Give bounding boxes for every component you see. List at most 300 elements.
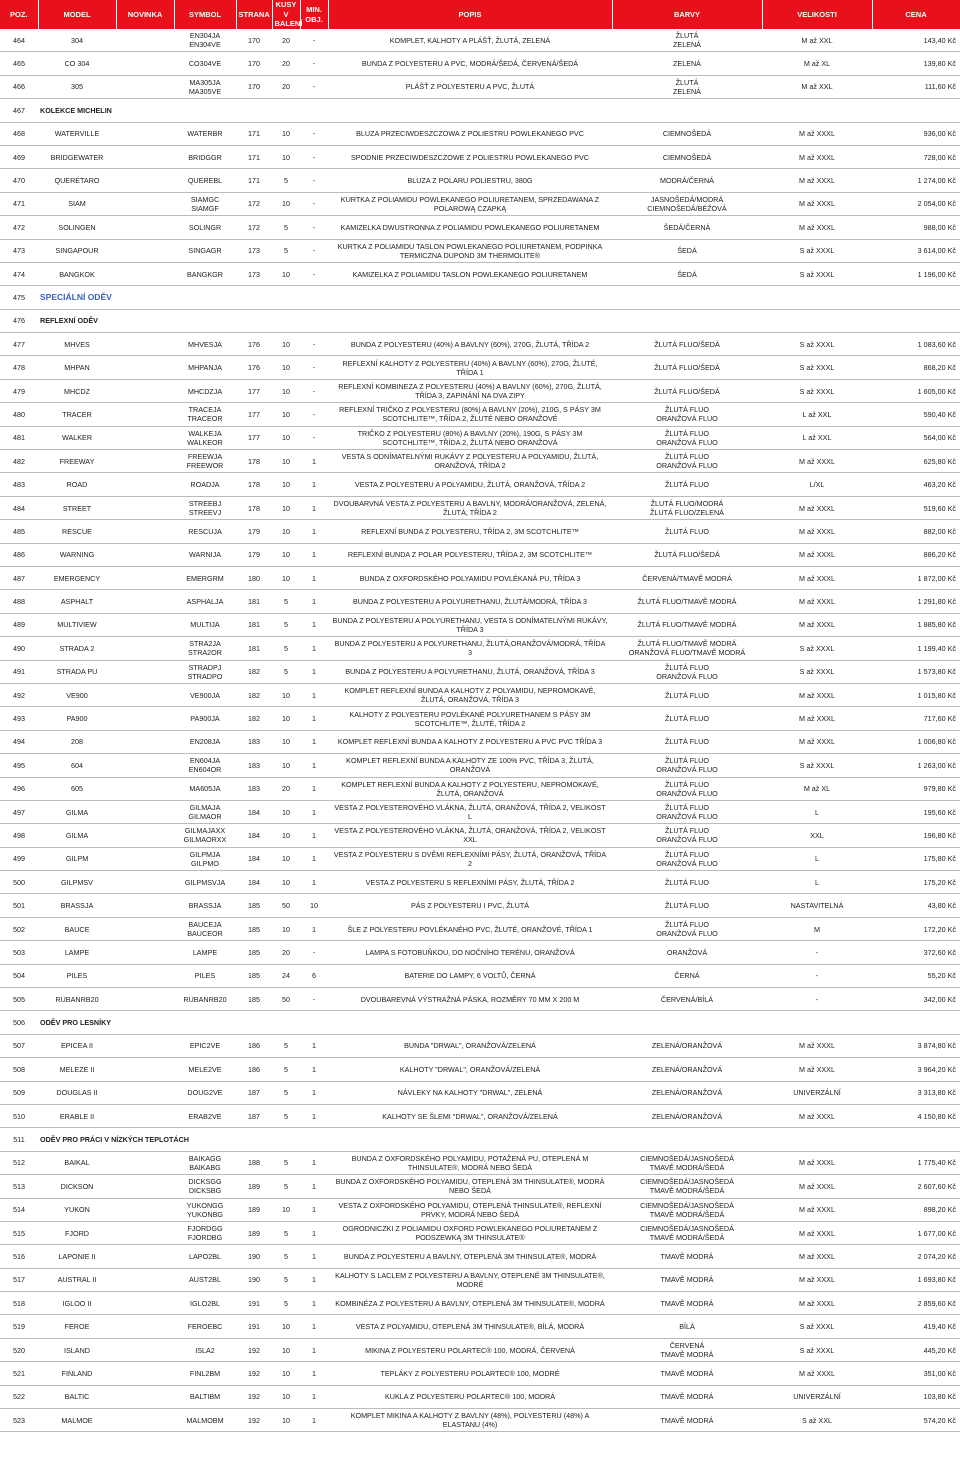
cell-velikosti: M až XXXL — [762, 145, 872, 168]
section-title: ODĚV PRO LESNÍKY — [38, 1011, 960, 1034]
cell-strana: 178 — [236, 496, 272, 519]
cell-min-obj: - — [300, 192, 328, 215]
cell-poz: 487 — [0, 566, 38, 589]
cell-symbol: BALTIBM — [174, 1385, 236, 1408]
cell-poz: 500 — [0, 871, 38, 894]
cell-strana: 189 — [236, 1221, 272, 1244]
cell-model: VE900 — [38, 683, 116, 706]
cell-cena: 1 573,80 Kč — [872, 660, 960, 683]
cell-symbol: ERAB2VE — [174, 1104, 236, 1127]
cell-symbol: RESCUJA — [174, 520, 236, 543]
cell-barvy: ŽLUTÁ FLUO — [612, 520, 762, 543]
cell-novinka — [116, 1315, 174, 1338]
cell-poz: 502 — [0, 917, 38, 940]
cell-velikosti: M až XXXL — [762, 683, 872, 706]
cell-model: BRASSJA — [38, 894, 116, 917]
cell-popis: LAMPA S FOTOBUŇKOU, DO NOČNÍHO TERÉNU, ORANŽOVÁ — [328, 941, 612, 964]
cell-min-obj: 1 — [300, 637, 328, 660]
table-row — [0, 403, 960, 426]
cell-min-obj: 1 — [300, 520, 328, 543]
cell-novinka — [116, 917, 174, 940]
table-row — [0, 800, 960, 823]
table-row — [0, 122, 960, 145]
cell-cena: 1 885,80 Kč — [872, 613, 960, 636]
cell-cena: 882,00 Kč — [872, 520, 960, 543]
cell-barvy: ŽLUTÁ FLUO — [612, 730, 762, 753]
cell-model: SOLINGEN — [38, 216, 116, 239]
cell-barvy: ŽLUTÁ FLUO — [612, 894, 762, 917]
cell-velikosti: M až XXXL — [762, 520, 872, 543]
cell-min-obj: - — [300, 122, 328, 145]
cell-popis: VESTA Z POLYAMIDU, OTEPLENÁ 3M THINSULATE®, BÍLÁ, MODRÁ — [328, 1315, 612, 1338]
table-row — [0, 1151, 960, 1174]
cell-popis: BUNDA Z OXFORDSKÉHO POLYAMIDU, POTAŽENÁ PU, OTEPLENÁ M THINSULATE®, MODRÁ NEBO ŠEDÁ — [328, 1151, 612, 1174]
cell-barvy: ČERVENÁ TMAVĚ MODRÁ — [612, 1338, 762, 1361]
cell-min-obj: - — [300, 52, 328, 75]
cell-poz: 504 — [0, 964, 38, 987]
cell-symbol: EN304JA EN304VE — [174, 29, 236, 52]
cell-popis: BUNDA Z POLYESTERU A POLYURETHANU, ŽLUTÁ,ORANŽOVÁ/MODRÁ, TŘÍDA 3 — [328, 637, 612, 660]
cell-symbol: IGLO2BL — [174, 1292, 236, 1315]
table-row — [0, 707, 960, 730]
cell-kusy: 5 — [272, 1245, 300, 1268]
cell-strana: 177 — [236, 403, 272, 426]
cell-strana: 191 — [236, 1315, 272, 1338]
cell-velikosti: - — [762, 941, 872, 964]
cell-model: RUBANRB20 — [38, 988, 116, 1011]
cell-kusy: 50 — [272, 894, 300, 917]
cell-min-obj: 1 — [300, 1268, 328, 1291]
cell-kusy: 10 — [272, 1362, 300, 1385]
cell-min-obj: 1 — [300, 1175, 328, 1198]
table-row — [0, 988, 960, 1011]
cell-strana: 190 — [236, 1268, 272, 1291]
cell-popis: KAMIZELKA DWUSTRONNA Z POLIAMIDU POWLEKANEGO POLIURETANEM — [328, 216, 612, 239]
cell-cena: 625,80 Kč — [872, 450, 960, 473]
cell-cena: 979,80 Kč — [872, 777, 960, 800]
cell-barvy: CIEMNOŠEDÁ — [612, 145, 762, 168]
cell-poz: 488 — [0, 590, 38, 613]
cell-poz: 514 — [0, 1198, 38, 1221]
cell-strana: 182 — [236, 707, 272, 730]
cell-barvy: ZELENÁ — [612, 52, 762, 75]
cell-novinka — [116, 1081, 174, 1104]
cell-symbol: FJORDGG FJORDBG — [174, 1221, 236, 1244]
cell-velikosti: M až XXXL — [762, 496, 872, 519]
cell-popis: NÁVLEKY NA KALHOTY "DRWAL", ZELENÁ — [328, 1081, 612, 1104]
cell-velikosti: S až XXXL — [762, 1338, 872, 1361]
cell-popis: KOMPLET REFLEXNÍ BUNDA A KALHOTY Z POLYESTERU, NEPROMOKAVÉ, ŽLUTÁ, ORANŽOVÁ — [328, 777, 612, 800]
table-row — [0, 754, 960, 777]
cell-symbol: EN208JA — [174, 730, 236, 753]
cell-velikosti: - — [762, 964, 872, 987]
cell-poz: 522 — [0, 1385, 38, 1408]
cell-novinka — [116, 543, 174, 566]
cell-strana: 192 — [236, 1338, 272, 1361]
cell-novinka — [116, 637, 174, 660]
cell-poz: 510 — [0, 1104, 38, 1127]
cell-barvy: ŽLUTÁ FLUO ORANŽOVÁ FLUO — [612, 426, 762, 449]
cell-strana: 186 — [236, 1034, 272, 1057]
cell-model: PA900 — [38, 707, 116, 730]
cell-kusy: 5 — [272, 1175, 300, 1198]
cell-min-obj: - — [300, 941, 328, 964]
table-body — [0, 29, 960, 1432]
cell-popis: VESTA Z POLYESTERU A POLYAMIDU, ŽLUTÁ, ORANŽOVÁ, TŘÍDA 2 — [328, 473, 612, 496]
cell-barvy: ŽLUTÁ ZELENÁ — [612, 75, 762, 98]
cell-min-obj: 1 — [300, 683, 328, 706]
cell-cena: 419,40 Kč — [872, 1315, 960, 1338]
cell-cena: 351,00 Kč — [872, 1362, 960, 1385]
cell-strana: 185 — [236, 964, 272, 987]
cell-poz: 509 — [0, 1081, 38, 1104]
cell-poz: 475 — [0, 286, 38, 309]
cell-poz: 518 — [0, 1292, 38, 1315]
cell-barvy: CIEMNOŠEDÁ/JASNOŠEDÁ TMAVĚ MODRÁ/ŠEDÁ — [612, 1175, 762, 1198]
cell-velikosti: M až XXXL — [762, 566, 872, 589]
cell-barvy: ČERVENÁ/TMAVĚ MODRÁ — [612, 566, 762, 589]
cell-kusy: 5 — [272, 1058, 300, 1081]
cell-strana: 171 — [236, 169, 272, 192]
cell-kusy: 5 — [272, 1034, 300, 1057]
cell-popis: BUNDA Z POLYESTERU A POLYURETHANU, VESTA S ODNÍMATELNÝMI RUKÁVY, TŘÍDA 3 — [328, 613, 612, 636]
table-row — [0, 239, 960, 262]
cell-velikosti: UNIVERZÁLNÍ — [762, 1081, 872, 1104]
cell-model: ERABLE II — [38, 1104, 116, 1127]
cell-min-obj: 1 — [300, 777, 328, 800]
cell-popis: VESTA Z POLYESTERU S REFLEXNÍMI PÁSY, ŽLUTÁ, TŘÍDA 2 — [328, 871, 612, 894]
cell-barvy: ŽLUTÁ FLUO ORANŽOVÁ FLUO — [612, 660, 762, 683]
cell-kusy: 10 — [272, 566, 300, 589]
table-row — [0, 847, 960, 870]
section-title: ODĚV PRO PRÁCI V NÍZKÝCH TEPLOTÁCH — [38, 1128, 960, 1151]
cell-popis: SPODNIE PRZECIWDESZCZOWE Z POLIESTRU POWLEKANEGO PVC — [328, 145, 612, 168]
cell-popis: REFLEXNÍ BUNDA Z POLYESTERU, TŘÍDA 2, 3M SCOTCHLITE™ — [328, 520, 612, 543]
cell-barvy: BÍLÁ — [612, 1315, 762, 1338]
cell-poz: 501 — [0, 894, 38, 917]
cell-poz: 490 — [0, 637, 38, 660]
cell-strana: 172 — [236, 216, 272, 239]
table-row — [0, 520, 960, 543]
cell-popis: KOMPLET MIKINA A KALHOTY Z BAVLNY (48%), POLYESTERU (48%) A ELASTANU (4%) — [328, 1409, 612, 1432]
cell-cena: 988,00 Kč — [872, 216, 960, 239]
cell-velikosti: M až XXL — [762, 29, 872, 52]
cell-poz: 492 — [0, 683, 38, 706]
cell-barvy: ŽLUTÁ FLUO/ŠEDÁ — [612, 543, 762, 566]
table-row — [0, 637, 960, 660]
cell-kusy: 5 — [272, 660, 300, 683]
cell-poz: 477 — [0, 333, 38, 356]
cell-strana: 173 — [236, 262, 272, 285]
cell-symbol: MA305JA MA305VE — [174, 75, 236, 98]
cell-novinka — [116, 1221, 174, 1244]
cell-cena: 1 605,00 Kč — [872, 379, 960, 402]
table-row — [0, 871, 960, 894]
cell-kusy: 10 — [272, 333, 300, 356]
cell-barvy: ŽLUTÁ FLUO/ŠEDÁ — [612, 356, 762, 379]
cell-kusy: 5 — [272, 590, 300, 613]
cell-novinka — [116, 473, 174, 496]
cell-barvy: CIEMNOŠEDÁ/JASNOŠEDÁ TMAVĚ MODRÁ/ŠEDÁ — [612, 1151, 762, 1174]
cell-cena: 175,20 Kč — [872, 871, 960, 894]
cell-novinka — [116, 941, 174, 964]
cell-min-obj: 1 — [300, 1081, 328, 1104]
cell-novinka — [116, 52, 174, 75]
cell-strana: 184 — [236, 824, 272, 847]
cell-kusy: 20 — [272, 52, 300, 75]
cell-velikosti: L — [762, 871, 872, 894]
cell-symbol: MELE2VE — [174, 1058, 236, 1081]
cell-popis: KOMBINÉZA Z POLYESTERU A BAVLNY, OTEPLENÁ 3M THINSULATE®, MODRÁ — [328, 1292, 612, 1315]
table-row — [0, 1058, 960, 1081]
cell-model: WARNING — [38, 543, 116, 566]
cell-strana: 178 — [236, 450, 272, 473]
cell-strana: 173 — [236, 239, 272, 262]
table-row — [0, 216, 960, 239]
cell-velikosti: NASTAVITELNÁ — [762, 894, 872, 917]
cell-poz: 484 — [0, 496, 38, 519]
section-title: SPECIÁLNÍ ODĚV — [38, 286, 960, 309]
col-header-kusy: KUSY V BALENÍ — [272, 0, 300, 29]
cell-novinka — [116, 660, 174, 683]
col-header-popis: POPIS — [328, 0, 612, 29]
cell-popis: VESTA Z POLYESTERU S DVĚMI REFLEXNÍMI PÁSY, ŽLUTÁ, ORANŽOVÁ, TŘÍDA 2 — [328, 847, 612, 870]
cell-popis: KALHOTY S LACLEM Z POLYESTERU A BAVLNY, OTEPLENÉ 3M THINSULATE®, MODRÉ — [328, 1268, 612, 1291]
cell-poz: 471 — [0, 192, 38, 215]
cell-novinka — [116, 964, 174, 987]
cell-barvy: ZELENÁ/ORANŽOVÁ — [612, 1034, 762, 1057]
cell-poz: 495 — [0, 754, 38, 777]
cell-model: 305 — [38, 75, 116, 98]
cell-cena: 1 677,00 Kč — [872, 1221, 960, 1244]
cell-poz: 482 — [0, 450, 38, 473]
cell-cena: 574,20 Kč — [872, 1409, 960, 1432]
cell-poz: 483 — [0, 473, 38, 496]
cell-poz: 513 — [0, 1175, 38, 1198]
cell-symbol: MULTIJA — [174, 613, 236, 636]
cell-kusy: 10 — [272, 707, 300, 730]
cell-cena: 564,00 Kč — [872, 426, 960, 449]
cell-min-obj: 1 — [300, 847, 328, 870]
cell-velikosti: L — [762, 800, 872, 823]
cell-strana: 184 — [236, 800, 272, 823]
table-row — [0, 566, 960, 589]
cell-popis: KALHOTY Z POLYESTERU POVLÉKANÉ POLYURETHANEM S PÁSY 3M SCOTCHLITE™, ŽLUTÉ, TŘÍDA 2 — [328, 707, 612, 730]
table-row — [0, 1385, 960, 1408]
cell-symbol: LAPO2BL — [174, 1245, 236, 1268]
cell-barvy: ŽLUTÁ FLUO ORANŽOVÁ FLUO — [612, 403, 762, 426]
cell-velikosti: S až XXXL — [762, 660, 872, 683]
cell-symbol: CO304VE — [174, 52, 236, 75]
cell-velikosti: - — [762, 988, 872, 1011]
cell-min-obj: 1 — [300, 1104, 328, 1127]
table-row — [0, 941, 960, 964]
cell-novinka — [116, 871, 174, 894]
cell-velikosti: M až XXXL — [762, 216, 872, 239]
cell-symbol: WATERBR — [174, 122, 236, 145]
cell-cena: 1 775,40 Kč — [872, 1151, 960, 1174]
cell-symbol: STRA2JA STRA2OR — [174, 637, 236, 660]
cell-kusy: 5 — [272, 613, 300, 636]
cell-velikosti: M — [762, 917, 872, 940]
cell-min-obj: 1 — [300, 1245, 328, 1268]
cell-velikosti: M až XXXL — [762, 730, 872, 753]
cell-novinka — [116, 1338, 174, 1361]
cell-novinka — [116, 707, 174, 730]
cell-kusy: 5 — [272, 1292, 300, 1315]
cell-model: GILMA — [38, 800, 116, 823]
cell-popis: BUNDA Z POLYESTERU A POLYURETHANU, ŽLUTÁ, ORANŽOVÁ, TŘÍDA 3 — [328, 660, 612, 683]
cell-cena: 1 291,80 Kč — [872, 590, 960, 613]
cell-kusy: 10 — [272, 1198, 300, 1221]
cell-barvy: CIEMNOŠEDÁ — [612, 122, 762, 145]
cell-model: FINLAND — [38, 1362, 116, 1385]
table-row — [0, 613, 960, 636]
cell-cena: 868,20 Kč — [872, 356, 960, 379]
cell-novinka — [116, 1409, 174, 1432]
table-row — [0, 964, 960, 987]
cell-poz: 481 — [0, 426, 38, 449]
cell-cena: 590,40 Kč — [872, 403, 960, 426]
cell-min-obj: 1 — [300, 473, 328, 496]
cell-cena: 43,80 Kč — [872, 894, 960, 917]
table-row — [0, 356, 960, 379]
cell-popis: BUNDA Z POLYESTERU A PVC, MODRÁ/ŠEDÁ, ČERVENÁ/ŠEDÁ — [328, 52, 612, 75]
table-row — [0, 1268, 960, 1291]
cell-popis: BUNDA Z POLYESTERU (40%) A BAVLNY (60%), 270G, ŽLUTÁ, TŘÍDA 2 — [328, 333, 612, 356]
table-row — [0, 917, 960, 940]
cell-model: MULTIVIEW — [38, 613, 116, 636]
cell-kusy: 10 — [272, 1409, 300, 1432]
cell-min-obj: 1 — [300, 1151, 328, 1174]
cell-symbol: SOLINGR — [174, 216, 236, 239]
cell-kusy: 10 — [272, 262, 300, 285]
cell-velikosti: M až XXXL — [762, 543, 872, 566]
cell-cena: 717,60 Kč — [872, 707, 960, 730]
cell-model: BRIDGEWATER — [38, 145, 116, 168]
cell-poz: 497 — [0, 800, 38, 823]
table-row — [0, 824, 960, 847]
cell-popis: TEPLÁKY Z POLYESTERU POLARTEC® 100, MODRÉ — [328, 1362, 612, 1385]
cell-model: LAPONIE II — [38, 1245, 116, 1268]
cell-model: GILPMSV — [38, 871, 116, 894]
cell-barvy: TMAVĚ MODRÁ — [612, 1292, 762, 1315]
cell-novinka — [116, 216, 174, 239]
cell-strana: 184 — [236, 847, 272, 870]
cell-velikosti: M až XXXL — [762, 1198, 872, 1221]
cell-min-obj: 1 — [300, 1409, 328, 1432]
cell-model: GILMA — [38, 824, 116, 847]
cell-cena: 139,80 Kč — [872, 52, 960, 75]
cell-strana: 176 — [236, 356, 272, 379]
cell-barvy: ŽLUTÁ FLUO — [612, 683, 762, 706]
cell-strana: 180 — [236, 566, 272, 589]
cell-poz: 520 — [0, 1338, 38, 1361]
cell-min-obj: 1 — [300, 917, 328, 940]
cell-barvy: ŽLUTÁ FLUO ORANŽOVÁ FLUO — [612, 754, 762, 777]
cell-kusy: 50 — [272, 988, 300, 1011]
cell-strana: 189 — [236, 1198, 272, 1221]
cell-min-obj: 1 — [300, 1362, 328, 1385]
cell-novinka — [116, 1245, 174, 1268]
cell-kusy: 10 — [272, 192, 300, 215]
section-row — [0, 309, 960, 332]
cell-barvy: ŽLUTÁ FLUO/TMAVĚ MODRÁ — [612, 590, 762, 613]
cell-velikosti: M až XXXL — [762, 122, 872, 145]
cell-velikosti: S až XXXL — [762, 754, 872, 777]
cell-novinka — [116, 566, 174, 589]
cell-model: MHPAN — [38, 356, 116, 379]
cell-velikosti: M až XXXL — [762, 1175, 872, 1198]
cell-min-obj: - — [300, 262, 328, 285]
cell-velikosti: L až XXL — [762, 403, 872, 426]
cell-model: DICKSON — [38, 1175, 116, 1198]
cell-velikosti: L/XL — [762, 473, 872, 496]
cell-min-obj: 1 — [300, 871, 328, 894]
cell-kusy: 10 — [272, 496, 300, 519]
cell-barvy: ŠEDÁ — [612, 262, 762, 285]
cell-kusy: 10 — [272, 450, 300, 473]
cell-model: ROAD — [38, 473, 116, 496]
cell-poz: 478 — [0, 356, 38, 379]
cell-kusy: 5 — [272, 1104, 300, 1127]
cell-symbol: BANGKGR — [174, 262, 236, 285]
cell-novinka — [116, 1198, 174, 1221]
cell-novinka — [116, 590, 174, 613]
cell-symbol: PILES — [174, 964, 236, 987]
cell-model: 605 — [38, 777, 116, 800]
cell-symbol: MHPANJA — [174, 356, 236, 379]
cell-barvy: TMAVĚ MODRÁ — [612, 1245, 762, 1268]
cell-strana: 170 — [236, 52, 272, 75]
cell-model: DOUGLAS II — [38, 1081, 116, 1104]
cell-cena: 342,00 Kč — [872, 988, 960, 1011]
cell-cena: 1 199,40 Kč — [872, 637, 960, 660]
cell-velikosti: L — [762, 847, 872, 870]
cell-poz: 465 — [0, 52, 38, 75]
cell-velikosti: S až XXXL — [762, 239, 872, 262]
cell-strana: 192 — [236, 1409, 272, 1432]
cell-cena: 1 083,60 Kč — [872, 333, 960, 356]
cell-strana: 170 — [236, 75, 272, 98]
table-row — [0, 1315, 960, 1338]
cell-symbol: ISLA2 — [174, 1338, 236, 1361]
cell-novinka — [116, 29, 174, 52]
cell-barvy: CIEMNOŠEDÁ/JASNOŠEDÁ TMAVĚ MODRÁ/ŠEDÁ — [612, 1221, 762, 1244]
cell-min-obj: 10 — [300, 894, 328, 917]
table-row — [0, 496, 960, 519]
cell-novinka — [116, 122, 174, 145]
cell-model: FJORD — [38, 1221, 116, 1244]
cell-cena: 1 263,00 Kč — [872, 754, 960, 777]
cell-cena: 3 874,80 Kč — [872, 1034, 960, 1057]
cell-barvy: TMAVĚ MODRÁ — [612, 1385, 762, 1408]
col-header-strana: STRANA — [236, 0, 272, 29]
cell-poz: 521 — [0, 1362, 38, 1385]
cell-strana: 190 — [236, 1245, 272, 1268]
cell-strana: 183 — [236, 754, 272, 777]
cell-popis: KOMPLET, KALHOTY A PLÁŠŤ, ŽLUTÁ, ZELENÁ — [328, 29, 612, 52]
cell-velikosti: S až XXXL — [762, 262, 872, 285]
cell-poz: 470 — [0, 169, 38, 192]
cell-velikosti: M až XXXL — [762, 1058, 872, 1081]
cell-popis: KUKLA Z POLYESTERU POLARTEC® 100, MODRÁ — [328, 1385, 612, 1408]
cell-barvy: ŽLUTÁ FLUO ORANŽOVÁ FLUO — [612, 777, 762, 800]
table-row — [0, 777, 960, 800]
cell-velikosti: M až XXXL — [762, 1245, 872, 1268]
cell-velikosti: M až XXXL — [762, 1292, 872, 1315]
cell-popis: KOMPLET REFLEXNÍ BUNDA A KALHOTY Z POLYAMIDU, NEPROMOKAVÉ, ŽLUTÁ, ORANŽOVÁ, TŘÍDA 3 — [328, 683, 612, 706]
